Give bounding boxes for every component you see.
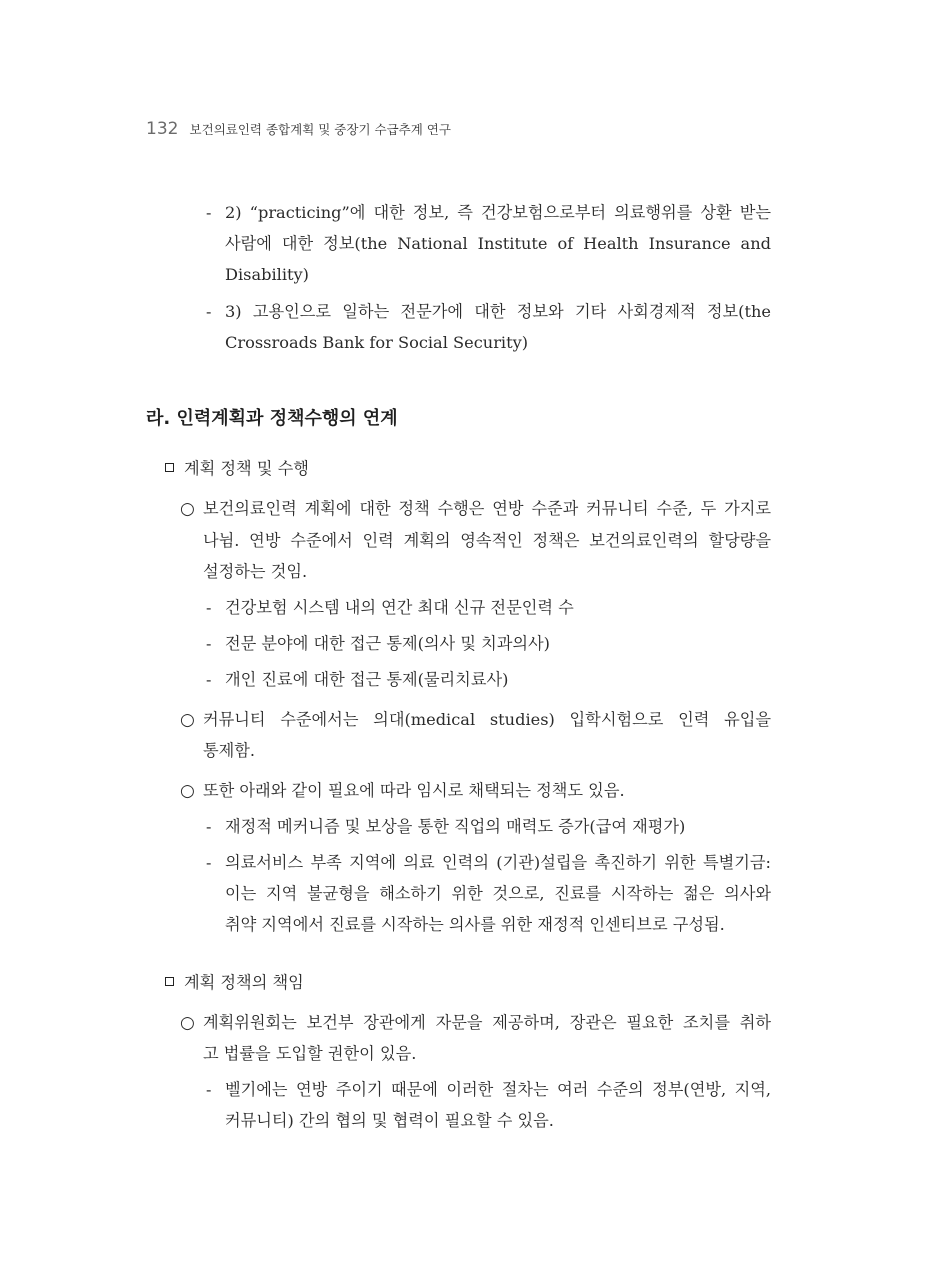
paragraph-line: 또한 아래와 같이 필요에 따라 임시로 채택되는 정책도 있음. [203,781,625,800]
dash-bullet: - [206,817,212,836]
running-header [146,119,451,139]
circle-bullet: ○ [180,1013,195,1033]
dash-bullet: - [206,598,212,617]
square-bullet-icon [165,463,174,472]
dash-bullet: - [206,1080,212,1099]
circle-bullet: ○ [180,499,195,519]
square-bullet-icon [165,977,174,986]
list-item: 건강보험 시스템 내의 연간 최대 신규 전문인력 수 [225,598,574,617]
section-title: 라. 인력계획과 정책수행의 연계 [146,408,398,429]
circle-bullet: ○ [180,781,195,801]
dash-bullet: - [206,853,212,872]
list-item-2-line-2: 사람에 대한 정보(the National Institute of Health Insurance and [225,234,771,253]
dash-bullet: - [206,670,212,689]
paragraph-line: 통제함. [203,741,256,760]
list-item-line: 의료서비스 부족 지역에 의료 인력의 (기관)설립을 촉진하기 위한 특별기금: [225,853,771,872]
paragraph-line: 고 법률을 도입할 권한이 있음. [203,1044,417,1063]
list-item-2-line-3: Disability) [225,265,309,284]
paragraph-line: 보건의료인력 계획에 대한 정책 수행은 연방 수준과 커뮤니티 수준, 두 가지로 [203,499,771,518]
list-item: 전문 분야에 대한 접근 통제(의사 및 치과의사) [225,634,550,653]
list-item-line: 취약 지역에서 진료를 시작하는 의사를 위한 재정적 인센티브로 구성됨. [225,915,725,934]
list-item-2-line-1: 2) “practicing”에 대한 정보, 즉 건강보험으로부터 의료행위를 상환 받는 [225,203,771,222]
circle-bullet: ○ [180,710,195,730]
list-item-line: 벨기에는 연방 주이기 때문에 이러한 절차는 여러 수준의 정부(연방, 지역, [225,1080,771,1099]
list-item-line: 이는 지역 불균형을 해소하기 위한 것으로, 진료를 시작하는 젊은 의사와 [225,884,771,903]
paragraph-line: 커뮤니티 수준에서는 의대(medical studies) 입학시험으로 인력 유입을 [203,710,771,729]
list-item-3-line-1: 3) 고용인으로 일하는 전문가에 대한 정보와 기타 사회경제적 정보(the [225,302,771,321]
dash-bullet: - [206,203,212,222]
list-item: 재정적 메커니즘 및 보상을 통한 직업의 매력도 증가(급여 재평가) [225,817,686,836]
paragraph-line: 계획위원회는 보건부 장관에게 자문을 제공하며, 장관은 필요한 조치를 취하 [203,1013,771,1032]
subsection-heading: 계획 정책 및 수행 [184,459,309,478]
paragraph-line: 나뉨. 연방 수준에서 인력 계획의 영속적인 정책은 보건의료인력의 할당량을 [203,531,771,550]
page-number: 132 [146,119,179,139]
list-item-3-line-2: Crossroads Bank for Social Security) [225,333,529,352]
paragraph-line: 설정하는 것임. [203,562,308,581]
report-title: 보건의료인력 종합계획 및 중장기 수급추계 연구 [189,122,451,137]
list-item: 개인 진료에 대한 접근 통제(물리치료사) [225,670,509,689]
list-item-line: 커뮤니티) 간의 협의 및 협력이 필요할 수 있음. [225,1111,554,1130]
subsection-heading: 계획 정책의 책임 [184,973,304,992]
dash-bullet: - [206,302,212,321]
dash-bullet: - [206,634,212,653]
